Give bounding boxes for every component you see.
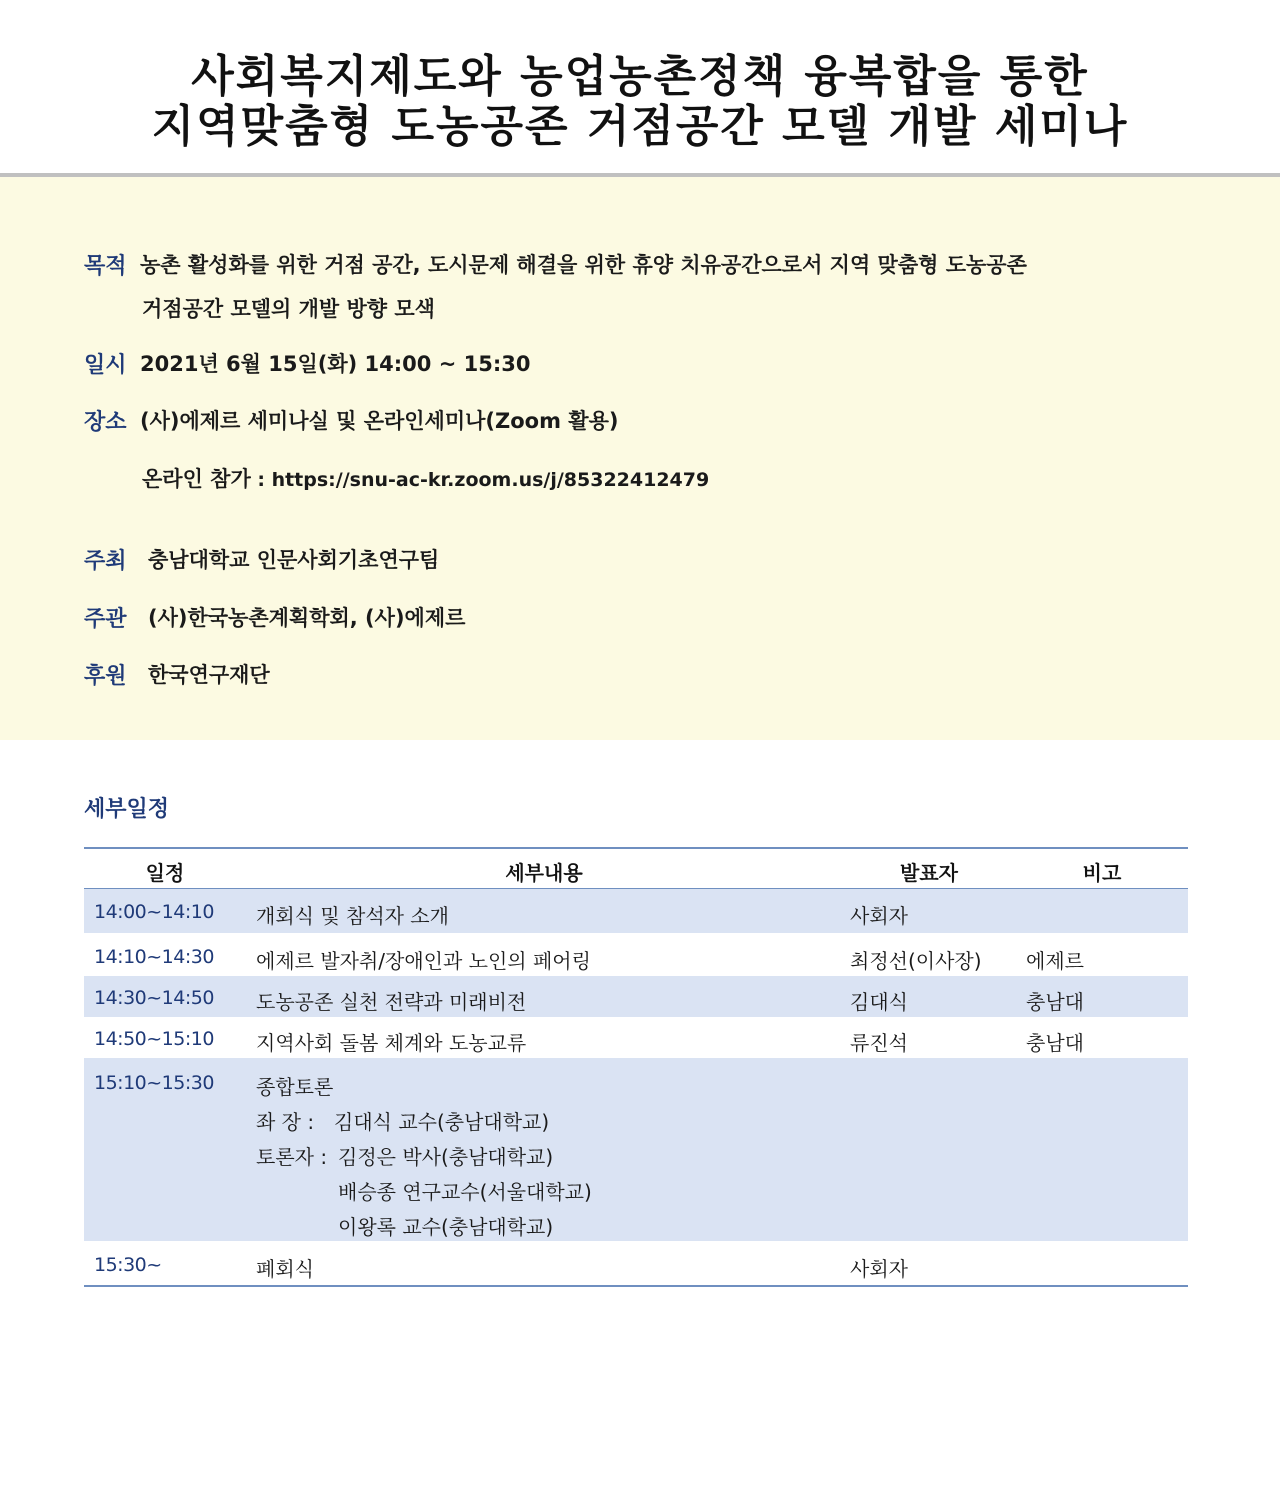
sponsor-value: 한국연구재단 <box>148 663 270 687</box>
zoom-link[interactable]: https://snu-ac-kr.zoom.us/j/85322412479 <box>271 469 710 491</box>
table-top-rule <box>84 847 1188 849</box>
row-content: 에제르 발자취/장애인과 노인의 페어링 <box>256 949 591 973</box>
chair-name: 김대식 교수(충남대학교) <box>334 1110 550 1134</box>
host-value: 충남대학교 인문사회기초연구팀 <box>148 548 440 572</box>
row-content: 도농공존 실천 전략과 미래비전 <box>256 990 527 1014</box>
online-separator: : <box>250 469 272 491</box>
row-content: 개회식 및 참석자 소개 <box>256 904 449 928</box>
row-presenter: 사회자 <box>850 904 908 928</box>
row-time: 15:10~15:30 <box>94 1072 214 1094</box>
row-content: 지역사회 돌봄 체계와 도농교류 <box>256 1031 527 1055</box>
schedule-title: 세부일정 <box>84 797 170 822</box>
row-note: 충남대 <box>1026 1031 1084 1055</box>
row-presenter: 류진석 <box>850 1031 908 1055</box>
panelist: 배승종 연구교수(서울대학교) <box>338 1180 592 1204</box>
row-time: 14:30~14:50 <box>94 987 214 1009</box>
purpose-label: 목적 <box>84 254 127 279</box>
organizer-label: 주관 <box>84 607 127 632</box>
table-row <box>84 976 1188 1017</box>
purpose-text-line-1: 농촌 활성화를 위한 거점 공간, 도시문제 해결을 위한 휴양 치유공간으로서 지역 맞춤형 도농공존 <box>140 253 1027 277</box>
row-time: 14:00~14:10 <box>94 901 214 923</box>
row-time: 14:50~15:10 <box>94 1028 214 1050</box>
page-title-line-1: 사회복지제도와 농업농촌정책 융복합을 통한 <box>191 51 1089 102</box>
organizer-value: (사)한국농촌계획학회, (사)에제르 <box>148 606 466 630</box>
place-label: 장소 <box>84 410 127 435</box>
chair-label: 좌 장 : <box>256 1110 315 1134</box>
row-content: 종합토론 <box>256 1075 334 1099</box>
row-presenter: 김대식 <box>850 990 908 1014</box>
row-presenter: 사회자 <box>850 1257 908 1281</box>
table-row <box>84 1017 1188 1058</box>
header-note: 비고 <box>1082 861 1122 885</box>
place-value: (사)에제르 세미나실 및 온라인세미나(Zoom 활용) <box>140 409 619 433</box>
row-time: 14:10~14:30 <box>94 946 214 968</box>
datetime-value: 2021년 6월 15일(화) 14:00 ~ 15:30 <box>140 352 531 376</box>
row-time: 15:30~ <box>94 1254 162 1276</box>
row-note: 충남대 <box>1026 990 1084 1014</box>
table-row <box>84 889 1188 933</box>
host-label: 주최 <box>84 549 127 574</box>
title-area <box>0 0 1280 173</box>
table-bottom-rule <box>84 1285 1188 1287</box>
page-title-line-2: 지역맞춤형 도농공존 거점공간 모델 개발 세미나 <box>151 101 1129 152</box>
table-row <box>84 935 1188 976</box>
sponsor-label: 후원 <box>84 664 127 689</box>
online-label: 온라인 참가 <box>142 467 251 491</box>
header-presenter: 발표자 <box>900 861 958 885</box>
table-row <box>84 1242 1188 1285</box>
seminar-info-box <box>0 177 1280 740</box>
purpose-text-line-2: 거점공간 모델의 개발 방향 모색 <box>142 297 435 321</box>
panelist: 이왕록 교수(충남대학교) <box>338 1215 554 1239</box>
row-presenter: 최정선(이사장) <box>850 949 982 973</box>
online-participation <box>142 463 709 493</box>
panelist: 김정은 박사(충남대학교) <box>338 1145 554 1169</box>
table-row-discussion <box>84 1058 1188 1241</box>
panel-label: 토론자 : <box>256 1145 328 1169</box>
header-content: 세부내용 <box>505 861 583 885</box>
header-time: 일정 <box>145 861 185 885</box>
datetime-label: 일시 <box>84 353 127 378</box>
row-note: 에제르 <box>1026 949 1084 973</box>
row-content: 폐회식 <box>256 1257 314 1281</box>
